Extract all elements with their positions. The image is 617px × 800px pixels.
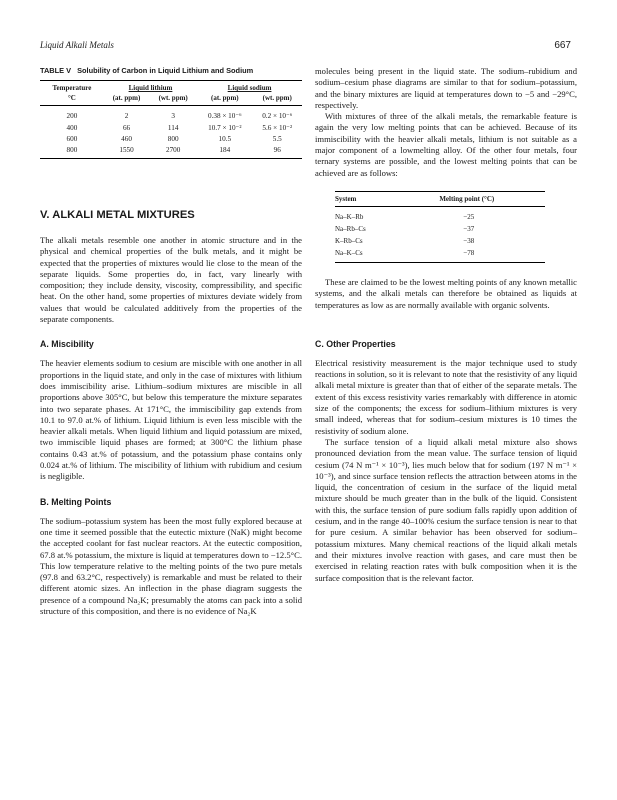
cell-melting-point: −78 (379, 247, 545, 263)
cell-temperature: 400 (66, 123, 78, 132)
cell-na-at: 0.38 × 10⁻⁶ (207, 112, 242, 120)
cell-melting-point: −37 (463, 224, 475, 233)
left-column (40, 66, 302, 617)
cell-li-at: 2 (124, 111, 129, 120)
table-row (40, 122, 302, 134)
cell-li-wt: 2700 (149, 145, 197, 159)
section-c-paragraph-1: Electrical resistivity measurement is the major technique used to study reactions in solution, so it is relevant to note that the resistivity of any liquid alkali metal mixture is greater than that of either of the separate metals. The extent of this excess resistivity varies remarkably with difference in atomic size of the components; the excess for sodium–lithium mixtures is very small indeed, whereas that for sodium–cesium mixtures is 10 times the resistivity of sodium alone. (315, 357, 577, 436)
col-temperature: Temperature (40, 81, 104, 94)
after-table-paragraph: These are claimed to be the lowest melting points of any known metallic systems, and the alkali metals can therefore be obtained as liquids at temperatures as low as are normally available with organic solvents. (315, 276, 577, 310)
section-c-paragraph-2: The surface tension of a liquid alkali metal mixture also shows pronounced deviation from the mean value. The surface tension of liquid cesium (74 N m⁻¹ × 10⁻³), lies much below that for sodium (197 N m⁻¹ × 10⁻³), and since surface tension reflects the attraction between atoms in the liquid, the concentration of cesium in the surface of the liquid metal mixture should be much greater than in the bulk of the liquid. Consistent with this, the surface tension of pure sodium falls rapidly upon addition of cesium, and in the range 40–100% cesium the surface tension is near to that for pure cesium. A similar behavior has been observed for sodium–potassium mixtures. Many chemical reactions of the liquid alkali metals and their mixtures involve reaction with gases, and care must then be exercised in relating reaction rates with bulk composition when it is the surface composition that is the relevant factor. (315, 436, 577, 583)
cell-temperature: 800 (40, 145, 104, 159)
cell-na-wt: 0.2 × 10⁻⁶ (262, 112, 293, 120)
page-number: 667 (554, 40, 571, 51)
col-li-at: (at. ppm) (104, 93, 149, 106)
table-label: TABLE V (40, 66, 72, 75)
table-row (335, 223, 545, 235)
col-li-wt: (wt. ppm) (149, 93, 197, 106)
cell-system: Na–Rb–Cs (335, 224, 366, 233)
section-a-paragraph: The heavier elements sodium to cesium are miscible with one another in all proportions in the liquid state, and only in the case of mixtures with lithium does immiscibility arise. Lithium–sodium mixtures are miscible in all proportions above 305°C, but below this temperature the mixture separates into two separate phases. At 171°C, the immiscibility gap extends from 10.1 to 97.0 at.% of lithium. Liquid lithium is even less miscible with the heavier alkali metals. When liquid lithium and liquid potassium are mixed, two immiscible liquid phases are formed; at 300°C the lithium phase contains 0.43 at.% of potassium, and the potassium phase contains only 0.024 at.% of lithium. The miscibility of lithium with rubidium and cesium is negligible. (40, 358, 302, 482)
section-v-intro: The alkali metals resemble one another in atomic structure and in the physical and chemical properties of the bulk metals, and it might be expected that the properties of mixtures would lie close to the mean of the separate liquids. Some properties do, in fact, vary linearly with composition; they include density, viscosity, compressibility, and specific heat. On the other hand, some properties of mixtures deviate widely from values that would be calculated additively from the properties of the separate components. (40, 235, 302, 325)
cell-melting-point: −25 (463, 212, 475, 221)
carbon-solubility-table (40, 80, 302, 159)
cell-na-wt: 96 (253, 145, 303, 159)
cell-melting-point: −38 (463, 236, 475, 245)
col-system: System (335, 191, 379, 206)
right-column (315, 66, 577, 584)
group-sodium: Liquid sodium (227, 84, 272, 92)
cell-na-wt: 5.6 × 10⁻² (262, 124, 293, 132)
cell-li-at: 460 (121, 135, 132, 143)
col-na-wt: (wt. ppm) (253, 93, 303, 106)
section-b-continuation: molecules being present in the liquid state. The sodium–rubidium and sodium–cesium phase diagrams are similar to that for sodium–potassium, and the binary mixtures are liquid at temperatures down to −5 and −29°C, respectively. (315, 66, 577, 110)
table-row (40, 106, 302, 122)
running-header-title: Liquid Alkali Metals (40, 40, 114, 50)
col-melting-point: Melting point (°C) (379, 191, 545, 206)
col-na-at: (at. ppm) (197, 93, 252, 106)
cell-na-at: 184 (197, 145, 252, 159)
group-lithium: Liquid lithium (128, 84, 173, 92)
cell-na-wt: 5.5 (272, 135, 282, 143)
table-row (40, 145, 302, 159)
ternary-systems-table (335, 191, 545, 263)
cell-li-wt: 3 (171, 111, 175, 120)
cell-system: K–Rb–Cs (335, 236, 363, 245)
table-caption (40, 66, 302, 75)
section-b-paragraph: The sodium–potassium system has been the most fully explored because at one time it seemed possible that the eutectic mixture (NaK) might become the accepted coolant for fast nuclear reactors. At the eutectic composition, 67.8 at.% potassium, the mixture is liquid at temperatures down to −12.5°C. This low temperature relative to the melting points of the two pure metals (97.8 and 63.2°C, respectively) is remarkable and must be related to their different atomic sizes. An inflection in the phase diagram suggests the presence of a compound Na₂K; presumably the atoms can pack into a solid structure of this composition, and there is no evidence of Na₂K (40, 515, 302, 617)
table-row (335, 235, 545, 247)
cell-system: Na–K–Cs (335, 247, 379, 263)
section-heading-c: C. Other Properties (315, 338, 396, 349)
section-b-ternary-paragraph: With mixtures of three of the alkali metals, the remarkable feature is again the very low melting points that can be achieved. Because of its immiscibility with the heavier alkali metals, lithium is not suitable as a major component of a lowmelting alloy. Of the other four metals, four ternary systems are possible, and the lowest melting points that can be achieved are as follows: (315, 111, 577, 178)
section-heading-a: A. Miscibility (40, 339, 94, 350)
table-title: Solubility of Carbon in Liquid Lithium and Sodium (77, 66, 254, 75)
cell-system: Na–K–Rb (335, 212, 364, 221)
table-row (40, 134, 302, 145)
cell-li-at: 1550 (104, 145, 149, 159)
cell-temperature: 600 (66, 135, 78, 143)
cell-li-wt: 114 (167, 123, 179, 132)
cell-li-wt: 800 (167, 135, 179, 143)
cell-temperature: 200 (66, 111, 78, 120)
cell-li-at: 66 (122, 123, 131, 132)
cell-na-at: 10.7 × 10⁻² (208, 124, 242, 132)
cell-na-at: 10.5 (218, 135, 232, 143)
section-heading-b: B. Melting Points (40, 496, 112, 507)
col-temperature-unit: °C (40, 93, 104, 106)
table-row (335, 247, 545, 263)
table-row (335, 206, 545, 223)
section-heading-v: V. ALKALI METAL MIXTURES (40, 209, 195, 221)
